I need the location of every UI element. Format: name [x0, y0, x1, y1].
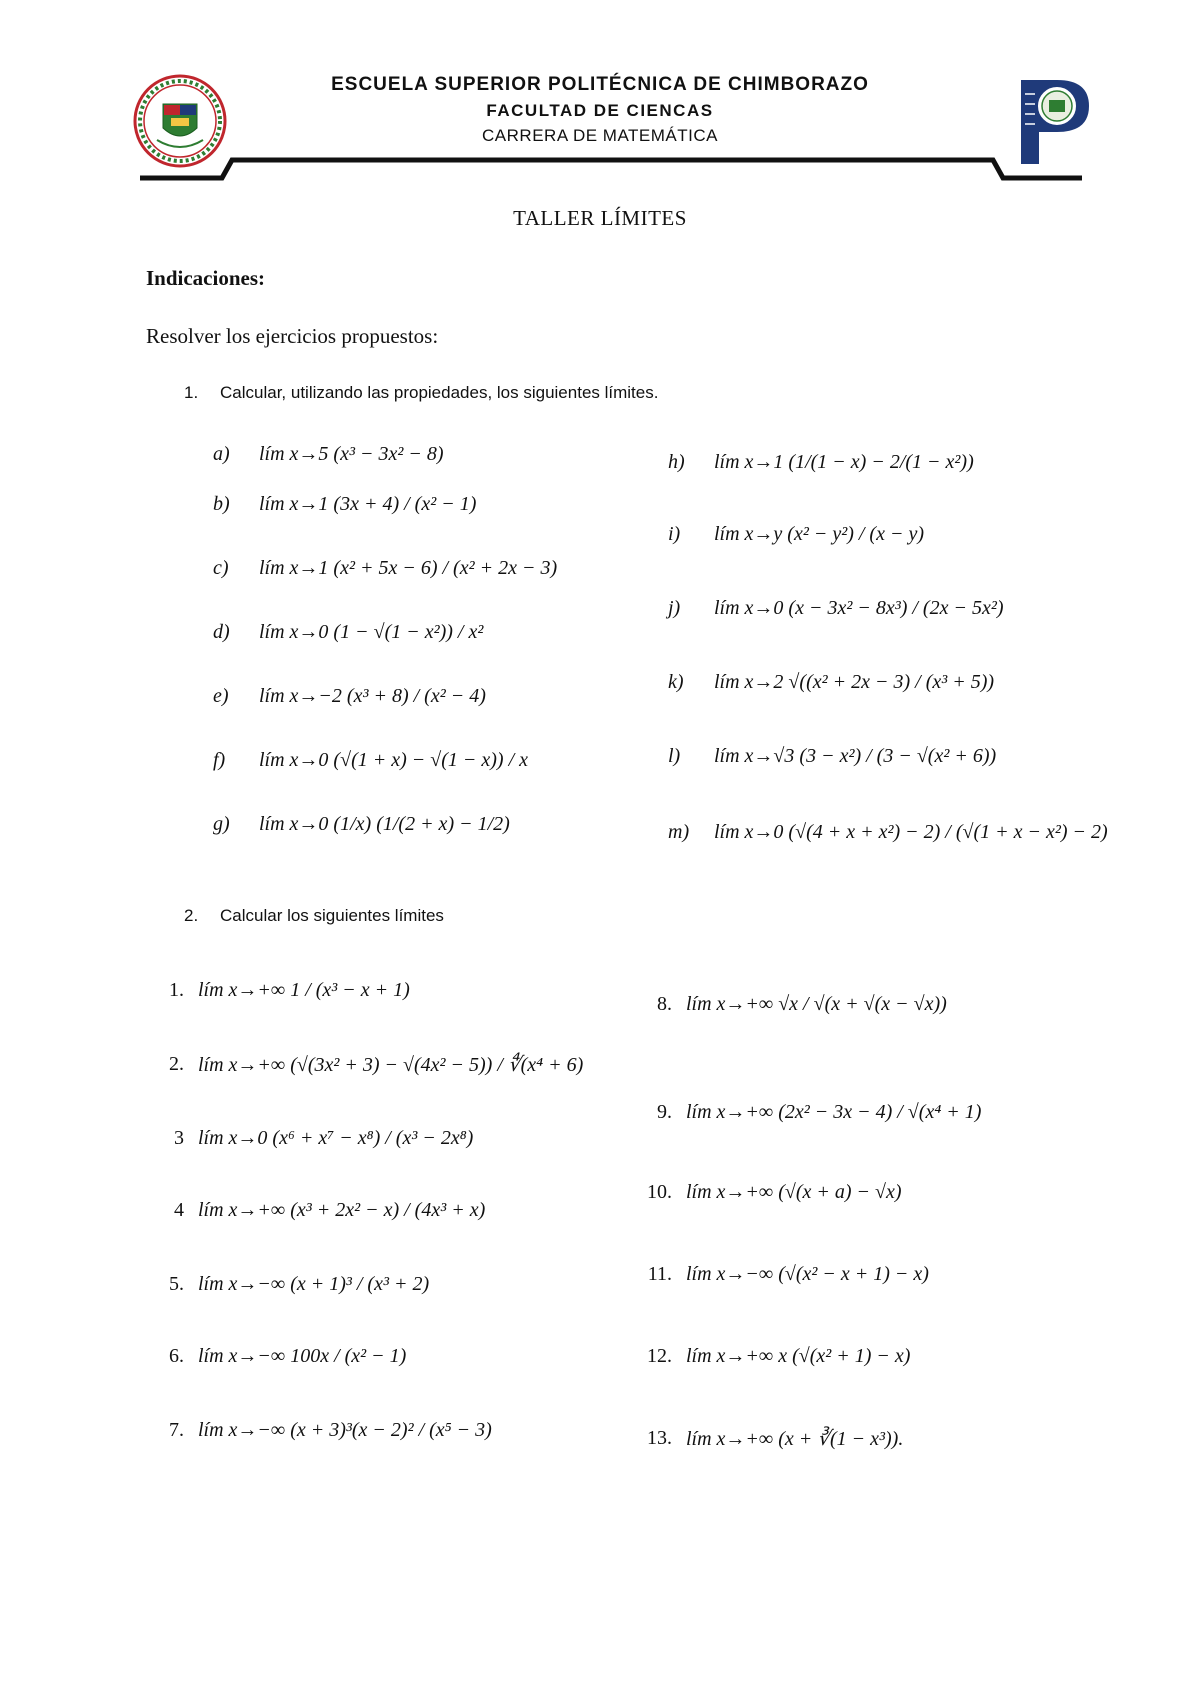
- exercise-expression: lím x→+∞ x (√(x² + 1) − x): [686, 1344, 911, 1367]
- section-heading-text: Calcular, utilizando las propiedades, los siguientes límites.: [220, 383, 659, 402]
- exercise-label: 13.: [647, 1427, 672, 1449]
- indications-label: Indicaciones:: [146, 266, 266, 290]
- section-number: 2.: [184, 906, 199, 925]
- exercise-label: d): [213, 621, 230, 643]
- exercise-label: 5.: [169, 1273, 184, 1295]
- exercise-label: h): [668, 451, 685, 473]
- exercise-expression: lím x→+∞ (x + ∛(1 − x³)).: [686, 1427, 904, 1450]
- exercise-expression: lím x→+∞ 1 / (x³ − x + 1): [198, 978, 410, 1001]
- exercise-expression: lím x→y (x² − y²) / (x − y): [714, 522, 924, 545]
- exercise-expression: lím x→1 (3x + 4) / (x² − 1): [259, 492, 477, 515]
- exercise-expression: lím x→+∞ (2x² − 3x − 4) / √(x⁴ + 1): [686, 1100, 982, 1123]
- intro-text: Resolver los ejercicios propuestos:: [146, 324, 439, 348]
- exercise-expression: lím x→0 (x⁶ + x⁷ − x⁸) / (x³ − 2x⁸): [198, 1126, 474, 1149]
- exercise-label: k): [668, 671, 684, 693]
- exercise-expression: lím x→−∞ 100x / (x² − 1): [198, 1344, 407, 1367]
- section-number: 1.: [184, 383, 199, 402]
- exercise-expression: lím x→1 (x² + 5x − 6) / (x² + 2x − 3): [259, 556, 558, 579]
- exercise-expression: lím x→−∞ (x + 1)³ / (x³ + 2): [198, 1272, 430, 1295]
- exercise-expression: lím x→√3 (3 − x²) / (3 − √(x² + 6)): [714, 744, 997, 767]
- exercise-label: 2.: [169, 1053, 184, 1075]
- exercise-label: 10.: [647, 1181, 672, 1203]
- exercise-label: 7.: [169, 1419, 184, 1441]
- exercise-label: 12.: [647, 1345, 672, 1367]
- institution-name: ESCUELA SUPERIOR POLITÉCNICA DE CHIMBORAZO: [331, 74, 869, 95]
- exercise-label: 8.: [657, 993, 672, 1015]
- exercise-label: i): [668, 523, 681, 545]
- exercise-expression: lím x→2 √((x² + 2x − 3) / (x³ + 5)): [714, 670, 995, 693]
- exercise-expression: lím x→0 (1 − √(1 − x²)) / x²: [259, 620, 484, 643]
- exercise-expression: lím x→+∞ (√(x + a) − √x): [686, 1180, 902, 1203]
- exercise-expression: lím x→1 (1/(1 − x) − 2/(1 − x²)): [714, 450, 974, 473]
- exercise-expression: lím x→−∞ (x + 3)³(x − 2)² / (x⁵ − 3): [198, 1418, 492, 1441]
- exercise-expression: lím x→0 (√(4 + x + x²) − 2) / (√(1 + x − x²) − 2): [714, 820, 1108, 843]
- exercise-label: b): [213, 493, 230, 515]
- exercise-label: e): [213, 685, 229, 707]
- exercise-label: g): [213, 813, 230, 835]
- exercise-label: 9.: [657, 1101, 672, 1123]
- exercise-expression: lím x→−∞ (√(x² − x + 1) − x): [686, 1262, 929, 1285]
- section-heading-text: Calcular los siguientes límites: [220, 906, 444, 925]
- exercise-expression: lím x→0 (1/x) (1/(2 + x) − 1/2): [259, 812, 510, 835]
- exercise-label: 11.: [647, 1263, 672, 1285]
- document-title: TALLER LÍMITES: [513, 206, 687, 230]
- exercise-label: 3: [174, 1127, 184, 1149]
- exercise-label: m): [668, 821, 690, 843]
- exercise-expression: lím x→0 (√(1 + x) − √(1 − x)) / x: [259, 748, 529, 771]
- exercise-label: 1.: [169, 979, 184, 1001]
- exercise-label: f): [213, 749, 226, 771]
- exercise-expression: lím x→0 (x − 3x² − 8x³) / (2x − 5x²): [714, 596, 1004, 619]
- exercise-label: a): [213, 443, 230, 465]
- exercise-expression: lím x→+∞ (x³ + 2x² − x) / (4x³ + x): [198, 1198, 486, 1221]
- exercise-label: 6.: [169, 1345, 184, 1367]
- exercise-label: c): [213, 557, 229, 579]
- exercise-label: l): [668, 745, 681, 767]
- exercise-expression: lím x→+∞ √x / √(x + √(x − √x)): [686, 992, 947, 1015]
- career-name: CARRERA DE MATEMÁTICA: [482, 126, 718, 145]
- exercise-expression: lím x→+∞ (√(3x² + 3) − √(4x² − 5)) / ∜(x⁴ + 6): [198, 1053, 584, 1076]
- exercise-label: j): [668, 597, 681, 619]
- exercise-expression: lím x→−2 (x³ + 8) / (x² − 4): [259, 684, 486, 707]
- faculty-name: FACULTAD DE CIENCAS: [486, 101, 714, 120]
- exercise-expression: lím x→5 (x³ − 3x² − 8): [259, 442, 444, 465]
- exercise-label: 4: [174, 1199, 184, 1221]
